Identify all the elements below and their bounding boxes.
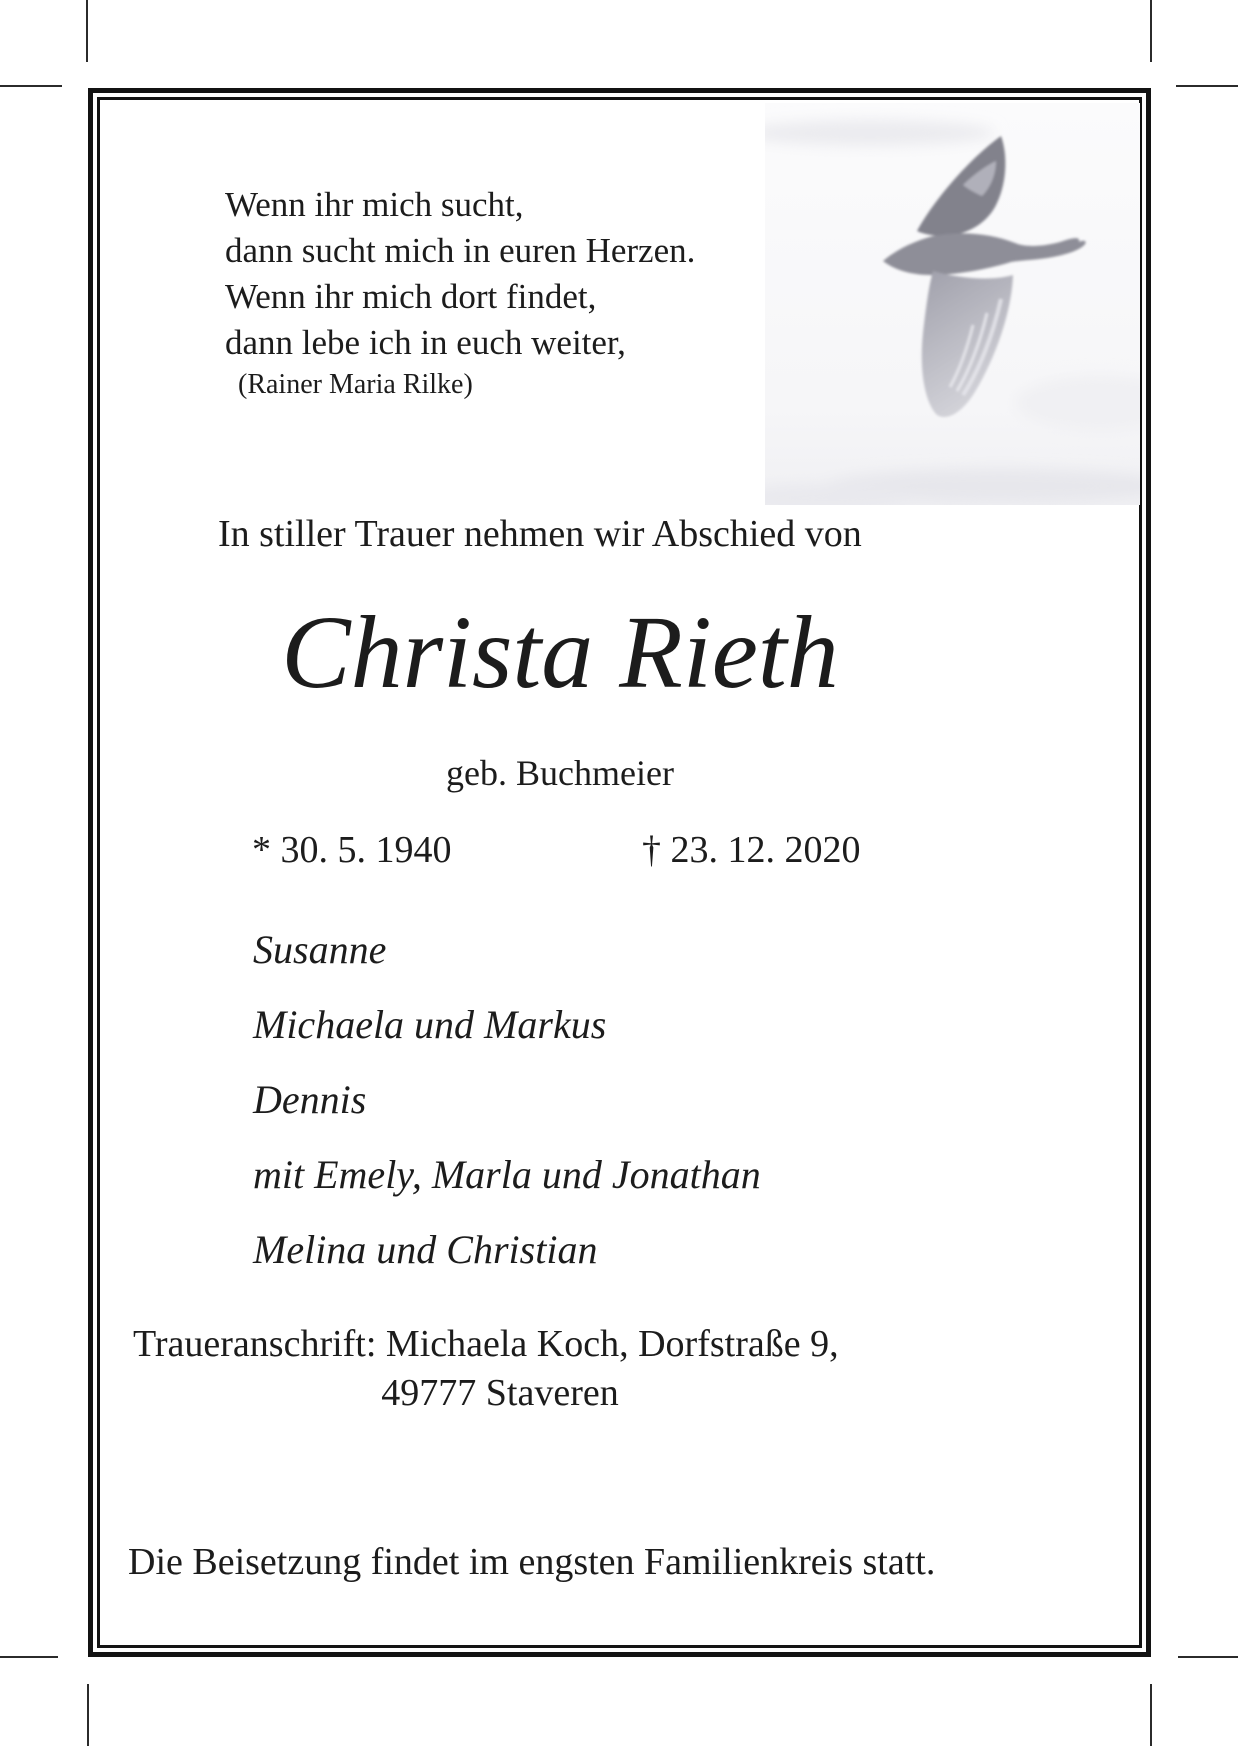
crop-mark-bottom-right-vertical	[1150, 1684, 1152, 1746]
mourner-line: Susanne	[253, 927, 387, 972]
crop-mark-top-left-vertical	[86, 0, 88, 62]
poem-line: dann sucht mich in euren Herzen.	[225, 231, 696, 270]
crop-mark-bottom-left-vertical	[87, 1684, 89, 1746]
obituary-card	[97, 97, 1142, 1648]
mourner-line: Dennis	[253, 1077, 367, 1122]
poem-line: dann lebe ich in euch weiter,	[225, 323, 626, 362]
crop-mark-bottom-left-horizontal	[0, 1656, 58, 1658]
poem-line: Wenn ihr mich sucht,	[225, 185, 524, 224]
poem-line: Wenn ihr mich dort findet,	[225, 277, 597, 316]
crop-mark-top-left-horizontal	[0, 85, 62, 87]
obituary-card-frame	[88, 88, 1151, 1657]
funeral-note: Die Beisetzung findet im engsten Familienkreis statt.	[128, 1541, 936, 1583]
mourning-address-line2: 49777 Staveren	[381, 1372, 619, 1414]
crop-mark-bottom-right-horizontal	[1178, 1656, 1238, 1658]
mourner-line: mit Emely, Marla und Jonathan	[253, 1152, 761, 1197]
poem-attribution: (Rainer Maria Rilke)	[238, 369, 473, 400]
deceased-name: Christa Rieth	[281, 595, 839, 710]
seagull-photo	[765, 103, 1140, 505]
mourner-line: Melina und Christian	[253, 1227, 598, 1272]
mourner-line: Michaela und Markus	[253, 1002, 607, 1047]
seagull-illustration	[765, 103, 1140, 505]
birth-date: * 30. 5. 1940	[252, 829, 452, 871]
crop-mark-top-right-vertical	[1150, 0, 1152, 62]
mourners-list	[253, 912, 761, 1287]
intro-line: In stiller Trauer nehmen wir Abschied von	[218, 513, 862, 555]
maiden-name: geb. Buchmeier	[446, 753, 674, 793]
crop-mark-top-right-horizontal	[1176, 85, 1238, 87]
death-date: † 23. 12. 2020	[642, 829, 861, 871]
mourning-address-line1: Traueranschrift: Michaela Koch, Dorfstraße 9,	[133, 1323, 839, 1365]
poem	[225, 182, 695, 366]
